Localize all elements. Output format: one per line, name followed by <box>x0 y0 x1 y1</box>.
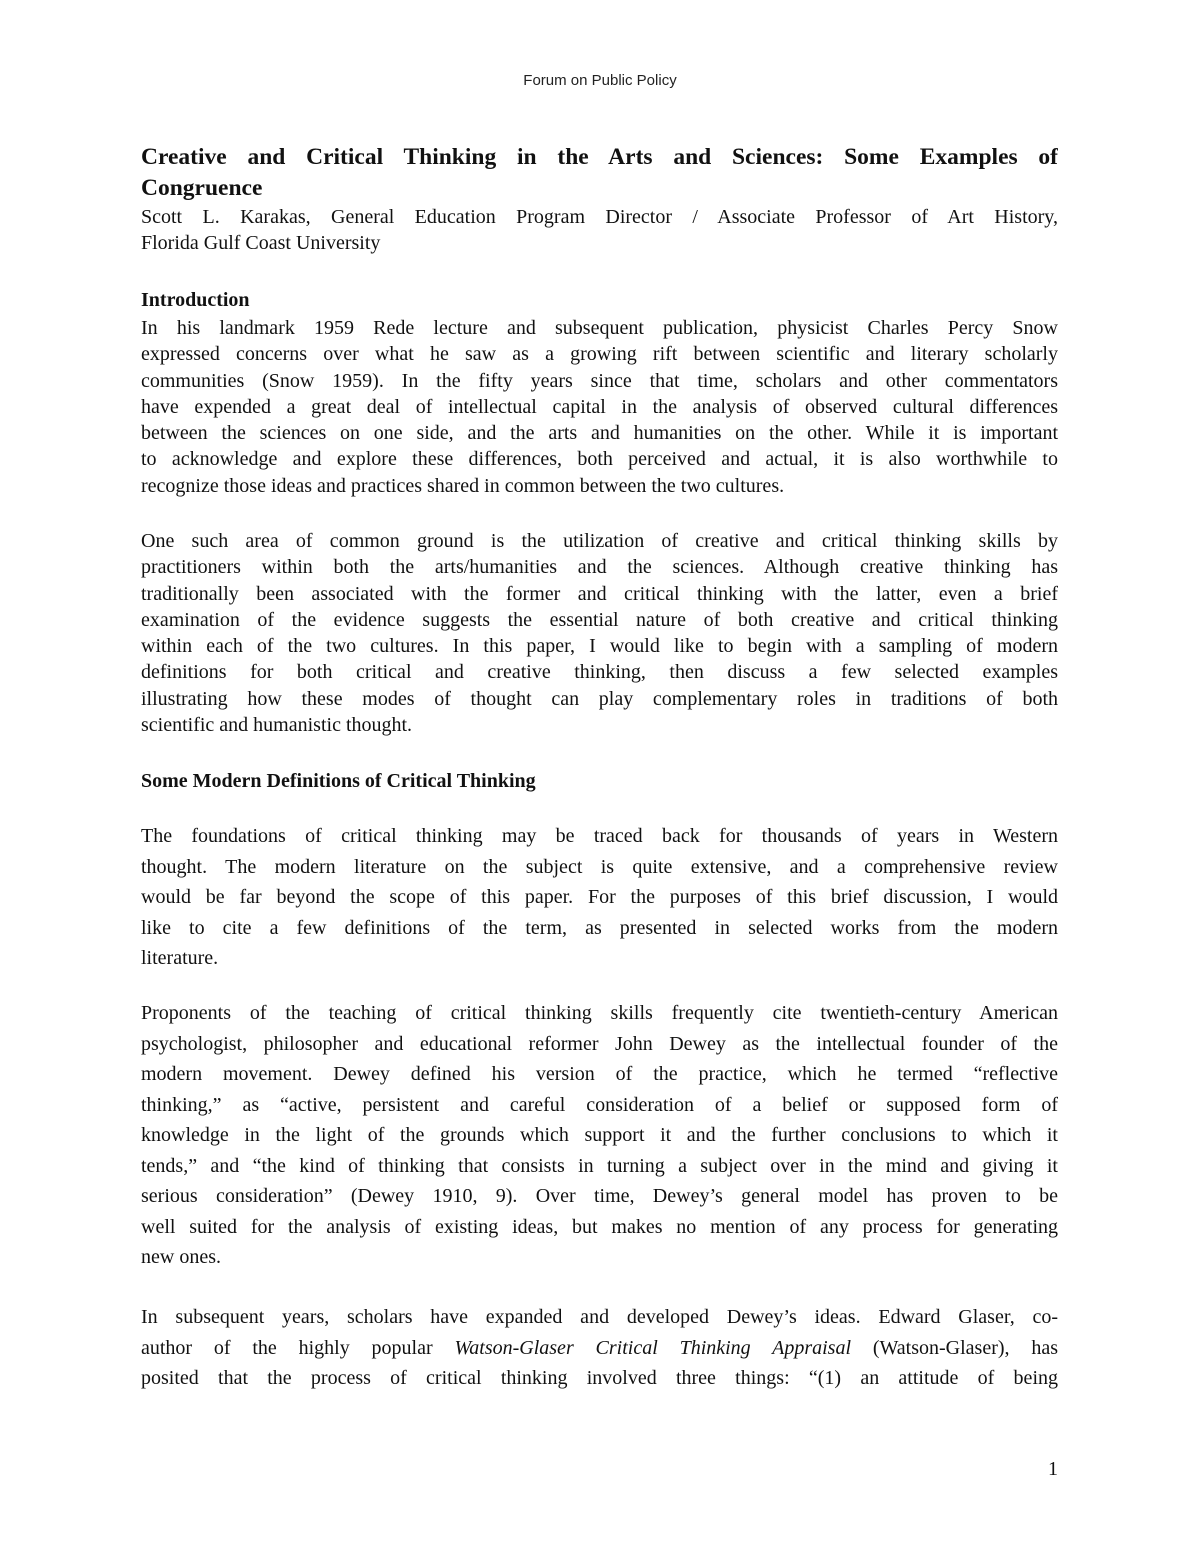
text-line: between the sciences on one side, and the arts and humanities on the other. While it is important <box>141 422 1058 445</box>
text-line <box>141 1333 1058 1364</box>
text-segment: author of the highly popular <box>141 1336 455 1359</box>
text-line: Creative and Critical Thinking in the Arts and Sciences: Some Examples of <box>141 144 1058 170</box>
section-paragraph-3 <box>141 1302 1058 1394</box>
author-affiliation <box>141 204 1058 257</box>
text-line: would be far beyond the scope of this paper. For the purposes of this brief discussion, I would <box>141 886 1058 908</box>
text-line: Scott L. Karakas, General Education Program Director / Associate Professor of Art History, <box>141 206 1058 228</box>
intro-paragraph-2 <box>141 528 1058 738</box>
text-line: expressed concerns over what he saw as a growing rift between scientific and literary scholarly <box>141 343 1058 366</box>
text-line: posited that the process of critical thinking involved three things: “(1) an attitude of being <box>141 1367 1058 1389</box>
text-line: psychologist, philosopher and educational reformer John Dewey as the intellectual founder of the <box>141 1032 1058 1055</box>
text-line: communities (Snow 1959). In the fifty years since that time, scholars and other commentators <box>141 369 1058 392</box>
text-line: new ones. <box>141 1246 221 1268</box>
text-line: serious consideration” (Dewey 1910, 9). Over time, Dewey’s general model has proven to be <box>141 1185 1058 1207</box>
text-line: well suited for the analysis of existing ideas, but makes no mention of any process for generating <box>141 1215 1058 1238</box>
text-line: literature. <box>141 947 219 969</box>
text-line: have expended a great deal of intellectual capital in the analysis of observed cultural differences <box>141 395 1058 418</box>
text-segment: (Watson-Glaser), has <box>851 1336 1058 1359</box>
italic-title: Watson-Glaser Critical Thinking Appraisal <box>454 1336 852 1359</box>
text-line: scientific and humanistic thought. <box>141 714 413 737</box>
section-heading: Some Modern Definitions of Critical Thinking <box>141 770 536 792</box>
text-line: thought. The modern literature on the subject is quite extensive, and a comprehensive review <box>141 855 1058 878</box>
text-line: knowledge in the light of the grounds which support it and the further conclusions to which it <box>141 1124 1058 1146</box>
text-line: One such area of common ground is the utilization of creative and critical thinking skills by <box>141 530 1058 552</box>
running-header: Forum on Public Policy <box>523 72 677 89</box>
text-line: recognize those ideas and practices shared in common between the two cultures. <box>141 474 785 497</box>
text-line: Congruence <box>141 175 263 201</box>
text-line: tends,” and “the kind of thinking that consists in turning a subject over in the mind and giving it <box>141 1154 1058 1177</box>
introduction-heading: Introduction <box>141 289 250 311</box>
text-line: illustrating how these modes of thought can play complementary roles in traditions of both <box>141 687 1058 710</box>
text-line: Proponents of the teaching of critical thinking skills frequently cite twentieth-century American <box>141 1002 1058 1024</box>
text-line: to acknowledge and explore these differences, both perceived and actual, it is also worthwhile to <box>141 448 1058 471</box>
text-line: The foundations of critical thinking may be traced back for thousands of years in Western <box>141 825 1058 847</box>
text-line: examination of the evidence suggests the essential nature of both creative and critical thinking <box>141 608 1058 631</box>
page-number: 1 <box>1048 1458 1058 1480</box>
text-line: In his landmark 1959 Rede lecture and subsequent publication, physicist Charles Percy Snow <box>141 317 1058 339</box>
text-line: definitions for both critical and creative thinking, then discuss a few selected examples <box>141 661 1058 684</box>
text-line: practitioners within both the arts/humanities and the sciences. Although creative thinking has <box>141 556 1058 579</box>
intro-paragraph-1 <box>141 315 1058 499</box>
text-line: Florida Gulf Coast University <box>141 232 381 255</box>
text-line: traditionally been associated with the former and critical thinking with the latter, even a brief <box>141 582 1058 605</box>
text-line: like to cite a few definitions of the term, as presented in selected works from the modern <box>141 916 1058 939</box>
section-paragraph-1 <box>141 821 1058 974</box>
text-line: modern movement. Dewey defined his version of the practice, which he termed “reflective <box>141 1063 1058 1085</box>
text-line: In subsequent years, scholars have expanded and developed Dewey’s ideas. Edward Glaser, co- <box>141 1306 1058 1328</box>
text-line: thinking,” as “active, persistent and careful consideration of a belief or supposed form of <box>141 1093 1058 1116</box>
text-line: within each of the two cultures. In this paper, I would like to begin with a sampling of modern <box>141 635 1058 658</box>
paper-title <box>141 142 1058 204</box>
section-paragraph-2 <box>141 998 1058 1273</box>
